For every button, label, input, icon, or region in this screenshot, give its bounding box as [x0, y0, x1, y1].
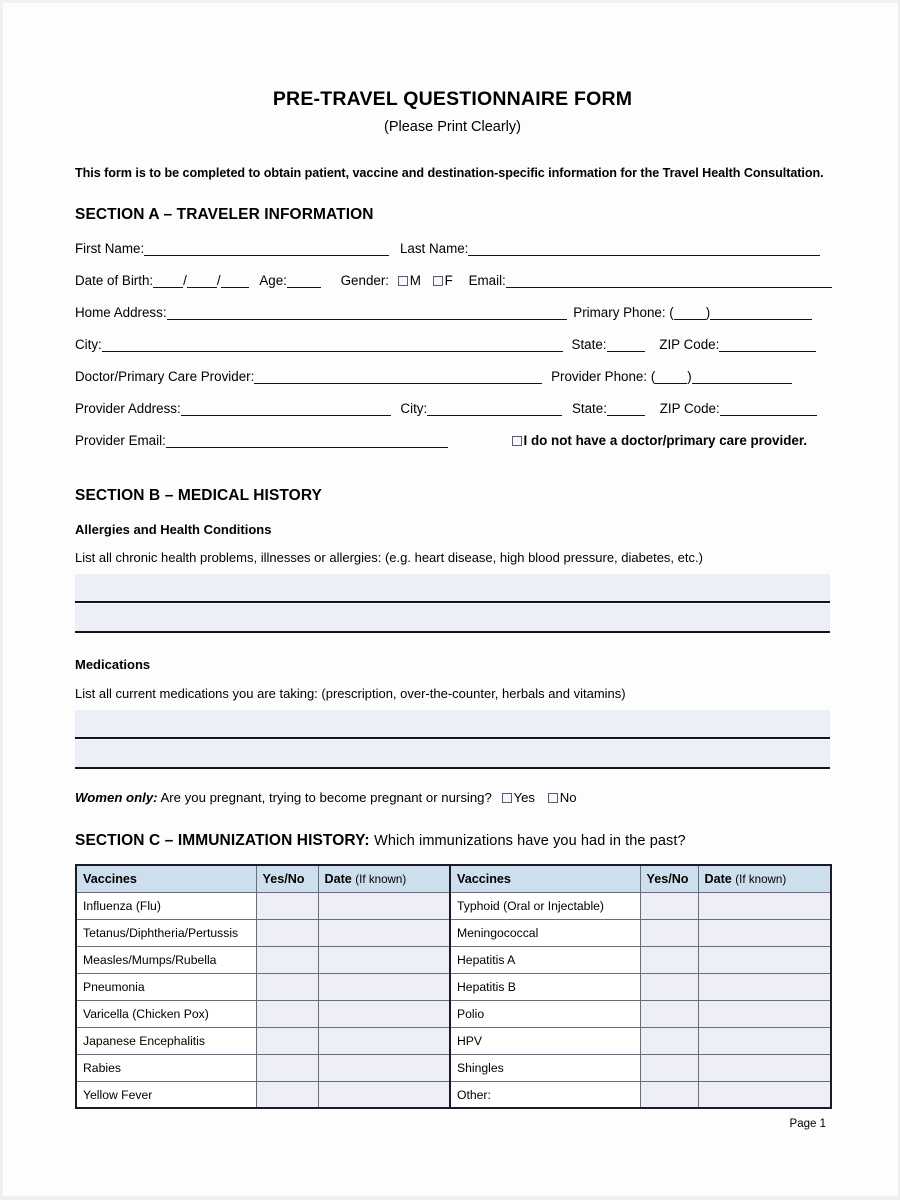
vaccine-yesno-right[interactable]	[640, 1000, 698, 1027]
vaccine-yesno-right[interactable]	[640, 946, 698, 973]
vaccine-yesno-right[interactable]	[640, 892, 698, 919]
table-row	[76, 919, 831, 946]
vaccine-name-left: Measles/Mumps/Rubella	[76, 946, 256, 973]
email-label: Email:	[468, 273, 506, 289]
vaccine-yesno-left[interactable]	[256, 1054, 318, 1081]
provider-address-input[interactable]	[181, 401, 391, 416]
vaccine-name-right: HPV	[450, 1027, 640, 1054]
vaccine-yesno-left[interactable]	[256, 919, 318, 946]
zip-label: ZIP Code:	[659, 337, 720, 353]
women-yes-checkbox[interactable]	[502, 793, 512, 803]
vaccine-name-left: Varicella (Chicken Pox)	[76, 1000, 256, 1027]
vaccine-date-right[interactable]	[698, 919, 831, 946]
women-only-question: Are you pregnant, trying to become pregnant or nursing?	[160, 790, 492, 806]
col-date-right: Date (If known)	[698, 865, 831, 892]
provider-phone-label: Provider Phone: (	[551, 369, 656, 385]
doctor-label: Doctor/Primary Care Provider:	[75, 369, 255, 385]
vaccine-date-left[interactable]	[318, 973, 450, 1000]
provider-zip-label: ZIP Code:	[659, 401, 720, 417]
section-c-heading-bold: SECTION C – IMMUNIZATION HISTORY:	[75, 832, 370, 850]
provider-state-label: State:	[571, 401, 607, 417]
vaccine-name-right: Meningococcal	[450, 919, 640, 946]
gender-label: Gender:	[340, 273, 390, 289]
row-name	[75, 241, 830, 267]
dob-separator-1: /	[183, 273, 187, 289]
table-row	[76, 1000, 831, 1027]
provider-phone-area-input[interactable]	[655, 369, 687, 384]
city-input[interactable]	[102, 337, 563, 352]
table-row	[76, 1027, 831, 1054]
zip-input[interactable]	[719, 337, 816, 352]
vaccine-name-right: Hepatitis B	[450, 973, 640, 1000]
gender-female-label: F	[444, 273, 453, 289]
allergies-heading: Allergies and Health Conditions	[75, 522, 272, 538]
vaccine-date-left[interactable]	[318, 1081, 450, 1108]
women-only-row	[75, 790, 830, 805]
page-subtitle: (Please Print Clearly)	[384, 119, 521, 136]
vaccine-date-left[interactable]	[318, 946, 450, 973]
gender-female-checkbox[interactable]	[433, 276, 443, 286]
col-yesno-left: Yes/No	[256, 865, 318, 892]
primary-phone-input[interactable]	[710, 305, 812, 320]
vaccine-name-right: Typhoid (Oral or Injectable)	[450, 892, 640, 919]
row-home-address	[75, 305, 830, 331]
vaccine-yesno-left[interactable]	[256, 973, 318, 1000]
doctor-input[interactable]	[254, 369, 542, 384]
last-name-label: Last Name:	[399, 241, 469, 257]
vaccine-yesno-left[interactable]	[256, 1027, 318, 1054]
first-name-label: First Name:	[75, 241, 145, 257]
vaccine-date-right[interactable]	[698, 1054, 831, 1081]
vaccine-yesno-right[interactable]	[640, 1054, 698, 1081]
provider-phone-input[interactable]	[692, 369, 792, 384]
medications-line-2[interactable]	[75, 740, 830, 769]
medications-line-1[interactable]	[75, 710, 830, 739]
medications-heading: Medications	[75, 657, 151, 673]
section-c-heading	[75, 832, 830, 850]
col-vaccines-left: Vaccines	[76, 865, 256, 892]
city-label: City:	[75, 337, 102, 353]
vaccine-yesno-right[interactable]	[640, 973, 698, 1000]
section-a-heading: SECTION A – TRAVELER INFORMATION	[75, 206, 374, 224]
gender-male-label: M	[409, 273, 421, 289]
women-only-label: Women only:	[75, 790, 158, 806]
women-yes-label: Yes	[513, 790, 536, 806]
vaccine-date-left[interactable]	[318, 919, 450, 946]
vaccine-yesno-right[interactable]	[640, 1027, 698, 1054]
provider-state-input[interactable]	[607, 401, 645, 416]
vaccine-yesno-left[interactable]	[256, 1000, 318, 1027]
women-no-checkbox[interactable]	[548, 793, 558, 803]
vaccine-date-right[interactable]	[698, 1027, 831, 1054]
primary-phone-area-input[interactable]	[674, 305, 706, 320]
immunization-table	[75, 864, 832, 1109]
vaccine-date-right[interactable]	[698, 946, 831, 973]
state-label: State:	[571, 337, 607, 353]
section-b-heading: SECTION B – MEDICAL HISTORY	[75, 487, 322, 505]
table-row	[76, 1054, 831, 1081]
medications-prompt: List all current medications you are taking: (prescription, over-the-counter, herbals and vitamins)	[75, 686, 626, 702]
dob-month-input[interactable]	[153, 273, 183, 288]
vaccine-date-right[interactable]	[698, 1000, 831, 1027]
section-c-heading-rest: Which immunizations have you had in the past?	[374, 833, 686, 850]
gender-male-checkbox[interactable]	[398, 276, 408, 286]
allergies-write-in	[75, 574, 830, 633]
primary-phone-label: Primary Phone: (	[573, 305, 674, 321]
vaccine-date-right[interactable]	[698, 892, 831, 919]
row-dob-gender-email	[75, 273, 830, 299]
vaccine-name-right: Other:	[450, 1081, 640, 1108]
provider-city-label: City:	[400, 401, 428, 417]
medications-write-in	[75, 710, 830, 769]
primary-phone-paren: )	[705, 305, 711, 321]
home-address-label: Home Address:	[75, 305, 167, 321]
vaccine-date-left[interactable]	[318, 892, 450, 919]
no-provider-checkbox[interactable]	[512, 436, 522, 446]
vaccine-name-left: Rabies	[76, 1054, 256, 1081]
vaccine-date-left[interactable]	[318, 1054, 450, 1081]
women-no-label: No	[559, 790, 577, 806]
col-vaccines-right: Vaccines	[450, 865, 640, 892]
vaccine-name-right: Polio	[450, 1000, 640, 1027]
last-name-input[interactable]	[468, 241, 820, 256]
dob-separator-2: /	[216, 273, 221, 289]
provider-city-input[interactable]	[427, 401, 562, 416]
dob-day-input[interactable]	[187, 273, 217, 288]
home-address-input[interactable]	[167, 305, 567, 320]
col-yesno-right: Yes/No	[640, 865, 698, 892]
dob-label: Date of Birth:	[75, 273, 154, 289]
intro-text: This form is to be completed to obtain patient, vaccine and destination-specific information for the Travel Health Consultation.	[75, 166, 824, 181]
provider-phone-paren: )	[687, 369, 692, 385]
vaccine-date-left[interactable]	[318, 1027, 450, 1054]
row-doctor	[75, 369, 830, 395]
vaccine-name-left: Japanese Encephalitis	[76, 1027, 256, 1054]
state-input[interactable]	[607, 337, 645, 352]
vaccine-yesno-left[interactable]	[256, 892, 318, 919]
vaccine-name-left: Yellow Fever	[76, 1081, 256, 1108]
vaccine-yesno-left[interactable]	[256, 946, 318, 973]
allergies-prompt: List all chronic health problems, illnesses or allergies: (e.g. heart disease, high blood pressure, diabetes, etc.)	[75, 550, 703, 566]
allergies-line-1[interactable]	[75, 574, 830, 603]
vaccine-yesno-right[interactable]	[640, 919, 698, 946]
table-row	[76, 892, 831, 919]
vaccine-name-left: Tetanus/Diphtheria/Pertussis	[76, 919, 256, 946]
table-header-row	[76, 865, 831, 892]
table-row	[76, 1081, 831, 1108]
vaccine-date-left[interactable]	[318, 1000, 450, 1027]
vaccine-yesno-left[interactable]	[256, 1081, 318, 1108]
provider-email-label: Provider Email:	[75, 433, 166, 449]
provider-zip-input[interactable]	[720, 401, 817, 416]
page-title: PRE-TRAVEL QUESTIONNAIRE FORM	[272, 88, 633, 110]
table-row	[76, 946, 831, 973]
row-provider-address	[75, 401, 830, 427]
first-name-input[interactable]	[144, 241, 389, 256]
row-provider-email	[75, 433, 830, 459]
table-row	[76, 973, 831, 1000]
vaccine-name-left: Influenza (Flu)	[76, 892, 256, 919]
dob-year-input[interactable]	[221, 273, 249, 288]
provider-address-label: Provider Address:	[75, 401, 181, 417]
vaccine-name-right: Hepatitis A	[450, 946, 640, 973]
row-city-state-zip	[75, 337, 830, 363]
allergies-line-2[interactable]	[75, 604, 830, 633]
vaccine-name-right: Shingles	[450, 1054, 640, 1081]
page-number: Page 1	[789, 1118, 826, 1131]
email-input[interactable]	[506, 273, 832, 288]
vaccine-yesno-right[interactable]	[640, 1081, 698, 1108]
vaccine-date-right[interactable]	[698, 1081, 831, 1108]
form-content	[75, 3, 830, 1130]
age-label: Age:	[259, 273, 287, 289]
vaccine-name-left: Pneumonia	[76, 973, 256, 1000]
provider-email-input[interactable]	[166, 433, 448, 448]
vaccine-date-right[interactable]	[698, 973, 831, 1000]
no-provider-label: I do not have a doctor/primary care provider.	[523, 433, 808, 449]
age-input[interactable]	[287, 273, 321, 288]
col-date-left: Date (If known)	[318, 865, 450, 892]
